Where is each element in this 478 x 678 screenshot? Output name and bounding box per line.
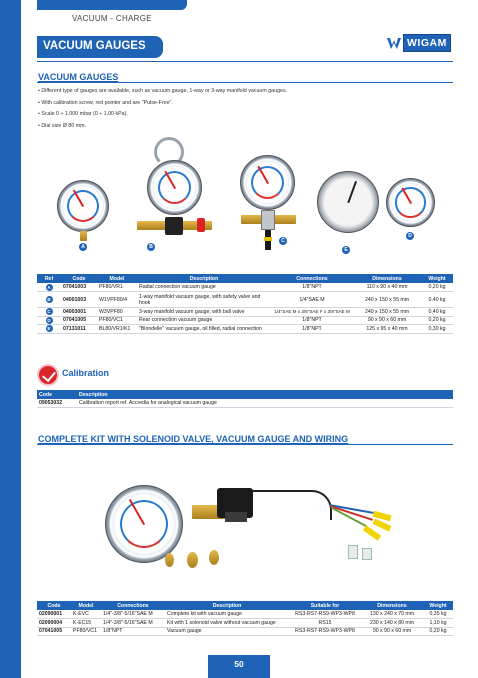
gauge-e-image xyxy=(317,171,379,233)
cell-code: 07041005 xyxy=(37,627,71,636)
cell-code: 07041003 xyxy=(61,283,97,292)
table-header-row xyxy=(37,601,453,610)
fitting-nut-image xyxy=(165,553,174,567)
ref-badge: A xyxy=(47,284,51,290)
section-heading-kit: COMPLETE KIT WITH SOLENOID VALVE, VACUUM GAUGE AND WIRING xyxy=(38,434,349,444)
feature-item: • With calibration screw, red pointer and are "Pulse-Free". xyxy=(38,98,287,110)
title-divider xyxy=(37,61,453,62)
cell-connections: 1/4"-3/8"-5/16"SAE M xyxy=(101,610,165,619)
valve-c-image xyxy=(261,210,275,230)
kit-table xyxy=(37,601,453,636)
left-sidebar-band xyxy=(0,0,21,678)
gauge-d-image xyxy=(386,178,435,227)
cell-model: W1VPF80/4 xyxy=(97,292,137,308)
col-header: Description xyxy=(165,601,289,610)
cell-connections: 1/4"-3/8"-5/16"SAE M xyxy=(101,619,165,628)
table-row xyxy=(37,399,453,408)
section-label: VACUUM - CHARGE xyxy=(72,14,152,23)
col-header: Suitable for xyxy=(289,601,361,610)
cell-model: W3VPF80 xyxy=(97,308,137,317)
heading-divider xyxy=(37,82,453,83)
terminal-yellow-image xyxy=(363,525,381,540)
cell-dimensions: 240 x 150 x 55 mm xyxy=(353,308,421,317)
cell-connections: 1/8"NPT xyxy=(101,627,165,636)
table-row xyxy=(37,283,453,292)
ref-badge: D xyxy=(47,317,51,323)
calibration-table xyxy=(37,390,453,408)
badge-b: B xyxy=(147,243,155,251)
cell-description: 1-way manifold vacuum gauge, with safety valve and hook xyxy=(137,292,271,308)
cell-description: 3-way manifold vacuum gauge, with ball valve xyxy=(137,308,271,317)
col-header: Weight xyxy=(423,601,453,610)
cell-suitable: RS15 xyxy=(289,619,361,628)
cell-model: BL80/VR1/K1 xyxy=(97,325,137,334)
cell-connections: 1/8"NPT xyxy=(271,316,353,325)
cell-description: Vacuum gauge xyxy=(165,627,289,636)
cell-code: 04003001 xyxy=(61,308,97,317)
col-header: Dimensions xyxy=(353,274,421,283)
col-header: Description xyxy=(77,390,453,399)
ref-badge: E xyxy=(47,326,51,332)
badge-e: E xyxy=(342,246,350,254)
table-header-row xyxy=(37,274,453,283)
cell-weight: 0,20 kg xyxy=(421,316,453,325)
kit-heading-divider xyxy=(37,444,453,445)
cell-weight: 0,35 kg xyxy=(423,610,453,619)
feature-item: • Scale 0 ÷ 1.000 mbar (0 ÷ 1.00 kPa). xyxy=(38,109,287,121)
connector-cap-image xyxy=(348,545,358,559)
brand-logo xyxy=(387,34,451,52)
table-header-row xyxy=(37,390,453,399)
kit-gauge-image xyxy=(105,485,183,563)
table-row xyxy=(37,292,453,308)
col-header: Connections xyxy=(271,274,353,283)
kit-photo xyxy=(37,450,457,598)
fitting-image xyxy=(80,231,87,241)
gauges-table xyxy=(37,274,453,334)
col-header: Ref xyxy=(37,274,61,283)
ref-badge: B xyxy=(47,297,51,302)
badge-c: C xyxy=(279,237,287,245)
product-photos xyxy=(37,135,457,275)
table-row xyxy=(37,610,453,619)
cell-weight: 0,30 kg xyxy=(421,325,453,334)
cell-weight: 0,40 kg xyxy=(421,292,453,308)
section-heading-vacuum-gauges: VACUUM GAUGES xyxy=(38,72,119,82)
cell-connections: 1/4"SAE M xyxy=(271,292,353,308)
cell-dimensions: 230 x 140 x 80 mm xyxy=(361,619,423,628)
cell-model: K-EC15 xyxy=(71,619,101,628)
table-row xyxy=(37,619,453,628)
cell-dimensions: 90 x 90 x 60 mm xyxy=(361,627,423,636)
feature-list xyxy=(38,86,287,132)
page-number: 50 xyxy=(208,655,270,678)
cell-description: Radial connection vacuum gauge xyxy=(137,283,271,292)
gauge-c-image xyxy=(240,155,295,210)
col-header: Code xyxy=(37,390,77,399)
badge-a: A xyxy=(79,243,87,251)
gauge-b-image xyxy=(147,160,202,215)
table-row xyxy=(37,308,453,317)
cell-model: PF80/VR1 xyxy=(97,283,137,292)
cell-description: Complete kit with vacuum gauge xyxy=(165,610,289,619)
cell-code: 07131011 xyxy=(61,325,97,334)
top-tab-bar xyxy=(37,0,187,10)
table-row xyxy=(37,325,453,334)
col-header: Model xyxy=(71,601,101,610)
cell-model: K-EVC xyxy=(71,610,101,619)
cell-dimensions: 90 x 90 x 60 mm xyxy=(353,316,421,325)
col-header: Code xyxy=(37,601,71,610)
cell-connections: 1/8"NPT xyxy=(271,325,353,334)
cell-description: Calibration report ref. Accredia for analogical vacuum gauge xyxy=(77,399,453,408)
fitting-nut-image xyxy=(209,550,219,565)
cell-code: 07041005 xyxy=(61,316,97,325)
cell-description: Kit with 1 solenoid valve without vacuum gauge xyxy=(165,619,289,628)
cell-code: 04001003 xyxy=(61,292,97,308)
cell-description: "Blondelle" vacuum gauge, oil filled, radial connection xyxy=(137,325,271,334)
red-cap-image xyxy=(197,218,205,232)
cell-weight: 0,40 kg xyxy=(421,308,453,317)
ref-badge: C xyxy=(47,309,51,315)
cell-description: Rear connection vacuum gauge xyxy=(137,316,271,325)
gauge-a-image xyxy=(57,180,109,232)
cell-dimensions: 110 x 90 x 40 mm xyxy=(353,283,421,292)
page-title: VACUUM GAUGES xyxy=(37,36,163,58)
solenoid-connector-image xyxy=(225,512,247,522)
col-header: Code xyxy=(61,274,97,283)
feature-item: • Dial size Ø 80 mm. xyxy=(38,121,287,133)
col-header: Description xyxy=(137,274,271,283)
cell-weight: 0,20 kg xyxy=(423,627,453,636)
col-header: Connections xyxy=(101,601,165,610)
calibration-check-icon xyxy=(37,364,59,386)
wigam-w-icon xyxy=(387,36,401,50)
cell-dimensions: 130 x 240 x 70 mm xyxy=(361,610,423,619)
cell-code: 09053032 xyxy=(37,399,77,408)
col-header: Dimensions xyxy=(361,601,423,610)
cell-code: 02090001 xyxy=(37,610,71,619)
cell-model: PF80/VC1 xyxy=(97,316,137,325)
cell-weight: 0,20 kg xyxy=(421,283,453,292)
fitting-nut-image xyxy=(187,552,198,568)
feature-item: • Different type of gauges are available, such as vacuum gauge, 1-way or 3-way manifold vacuum gauges. xyxy=(38,86,287,98)
col-header: Model xyxy=(97,274,137,283)
connector-cap-image xyxy=(362,548,372,560)
calibration-title: Calibration xyxy=(62,368,110,378)
valve-body-image xyxy=(165,217,183,235)
cell-suitable: RS3-RS7-RS9-WP3-WP8 xyxy=(289,627,361,636)
cell-dimensions: 125 x 95 x 40 mm xyxy=(353,325,421,334)
cell-suitable: RS3-RS7-RS9-WP3-WP8 xyxy=(289,610,361,619)
cable-image xyxy=(252,490,332,520)
table-row xyxy=(37,316,453,325)
table-row xyxy=(37,627,453,636)
cell-dimensions: 240 x 150 x 55 mm xyxy=(353,292,421,308)
handle-c-band-image xyxy=(264,237,272,241)
col-header: Weight xyxy=(421,274,453,283)
cell-connections: 1/4"SAE M x 3/8"SAE F x 3/8"SAE M xyxy=(271,308,353,317)
cell-code: 02090004 xyxy=(37,619,71,628)
cell-connections: 1/8"NPT xyxy=(271,283,353,292)
cell-weight: 1,10 kg xyxy=(423,619,453,628)
badge-d: D xyxy=(406,232,414,240)
cell-model: PF80/VC1 xyxy=(71,627,101,636)
logo-text: WIGAM xyxy=(403,34,451,52)
